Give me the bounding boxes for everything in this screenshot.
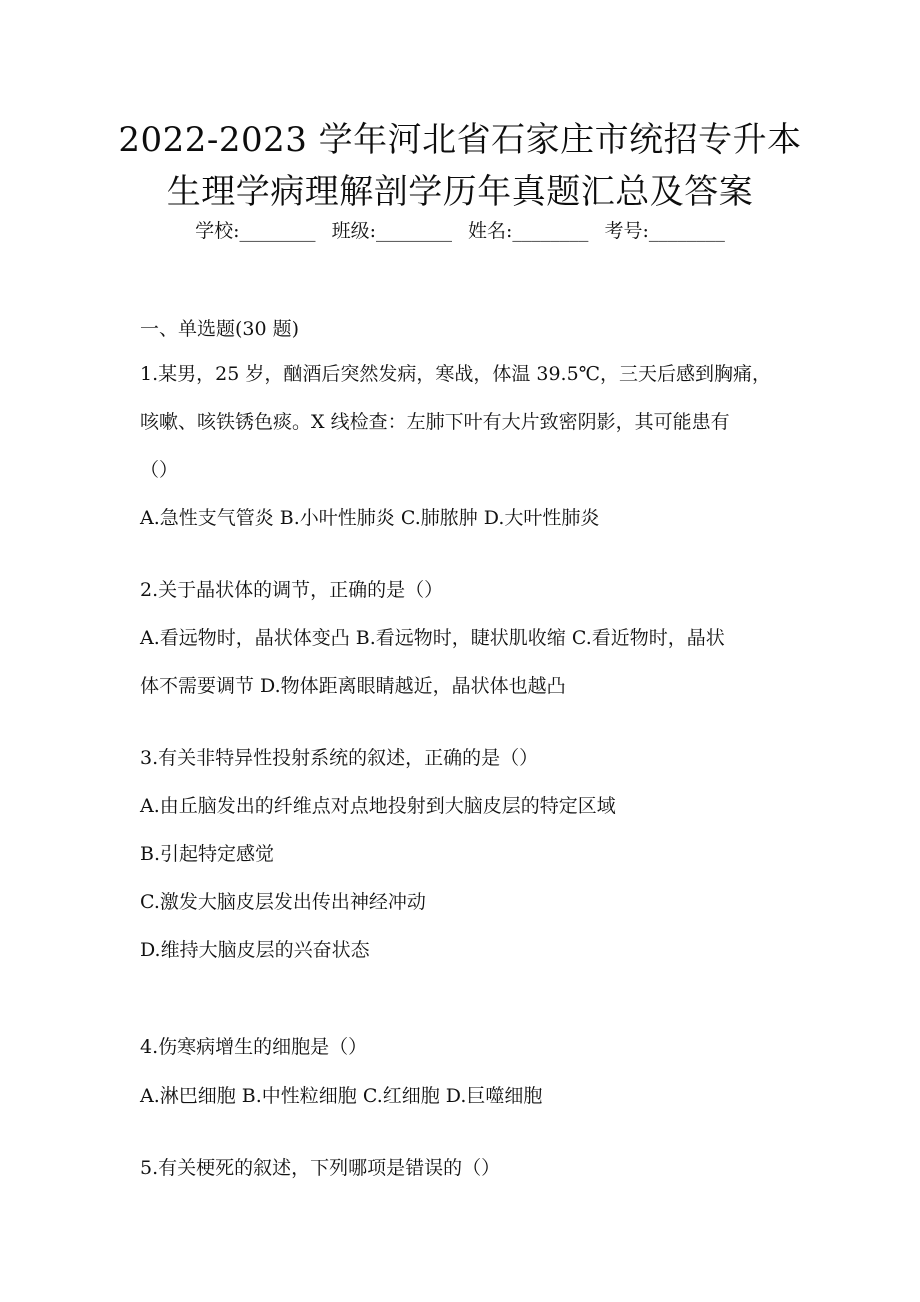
q2-options-line1: A.看远物时，晶状体变凸 B.看远物时，睫状肌收缩 C.看近物时，晶状 [140,627,725,649]
q2-stem: 2.关于晶状体的调节，正确的是（） [140,579,444,601]
q4-options: A.淋巴细胞 B.中性粒细胞 C.红细胞 D.巨噬细胞 [140,1085,543,1107]
q1-stem-line1: 1.某男，25 岁，酗酒后突然发病，寒战，体温 39.5℃，三天后感到胸痛， [140,363,771,385]
q3-option-d: D.维持大脑皮层的兴奋状态 [140,939,370,961]
section-heading: 一、单选题(30 题) [140,318,300,340]
document-title-line2: 生理学病理解剖学历年真题汇总及答案 [166,172,754,212]
exam-number-field: 考号:________ [604,220,725,242]
q2-options-line2: 体不需要调节 D.物体距离眼睛越近，晶状体也越凸 [140,675,566,697]
q3-option-c: C.激发大脑皮层发出传出神经冲动 [140,891,426,913]
class-field: 班级:________ [331,220,452,242]
q3-option-a: A.由丘脑发出的纤维点对点地投射到大脑皮层的特定区域 [140,795,616,817]
q3-option-b: B.引起特定感觉 [140,843,275,865]
q3-stem: 3.有关非特异性投射系统的叙述，正确的是（） [140,747,539,769]
document-title-line1: 2022-2023 学年河北省石家庄市统招专升本 [118,120,802,160]
student-info-row [0,216,920,243]
q1-stem-line3: （） [140,459,179,481]
school-field: 学校:________ [195,220,316,242]
q1-options: A.急性支气管炎 B.小叶性肺炎 C.肺脓肿 D.大叶性肺炎 [140,507,600,529]
q4-stem: 4.伤寒病增生的细胞是（） [140,1036,368,1058]
name-field: 姓名:________ [468,220,589,242]
q1-stem-line2: 咳嗽、咳铁锈色痰。X 线检查：左肺下叶有大片致密阴影，其可能患有 [140,411,730,433]
q5-stem: 5.有关梗死的叙述，下列哪项是错误的（） [140,1157,501,1179]
